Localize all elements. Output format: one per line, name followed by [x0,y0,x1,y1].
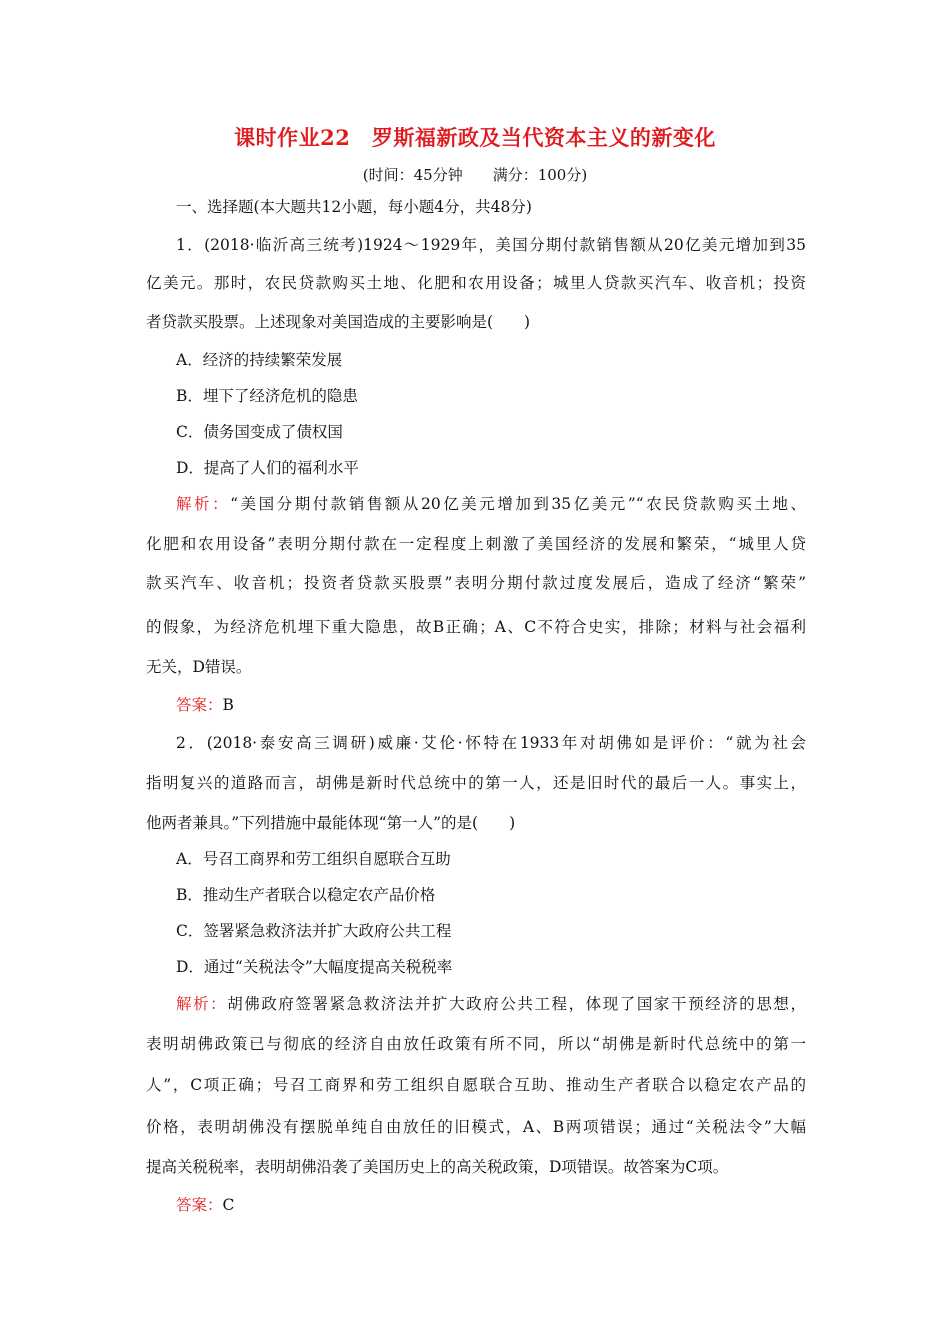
question-1-option-b: B．埋下了经济危机的隐患 [176,387,358,405]
analysis-label: 解析： [176,995,228,1013]
question-2-analysis-line: 表明胡佛政策已与彻底的经济自由放任政策有所不同，所以“胡佛是新时代总统中的第一 [146,1035,806,1053]
analysis-text: “美国分期付款销售额从20亿美元增加到35亿美元”“农民贷款购买土地、 [230,495,806,513]
question-1-analysis-line: 的假象，为经济危机埋下重大隐患，故B正确；A、C不符合史实，排除；材料与社会福利 [146,618,806,636]
question-2-analysis-line [176,994,806,1014]
question-1-stem-line: 亿美元。那时，农民贷款购买土地、化肥和农用设备；城里人贷款买汽车、收音机；投资 [146,274,806,292]
question-1-stem-line: 者贷款买股票。上述现象对美国造成的主要影响是( ) [146,313,531,331]
question-1-analysis-line: 款买汽车、收音机；投资者贷款买股票”表明分期付款过度发展后，造成了经济“繁荣” [146,574,806,592]
question-2-option-a: A．号召工商界和劳工组织自愿联合互助 [176,850,451,868]
question-2-stem-line: 指明复兴的道路而言，胡佛是新时代总统中的第一人，还是旧时代的最后一人。事实上， [146,774,806,792]
question-1-analysis-line [176,494,806,514]
question-2-analysis-line: 价格，表明胡佛没有摆脱单纯自由放任的旧模式，A、B两项错误；通过“关税法令”大幅 [146,1118,806,1136]
question-1-analysis-line: 化肥和农用设备”表明分期付款在一定程度上刺激了美国经济的发展和繁荣，“城里人贷 [146,535,806,553]
answer-value: C [222,1196,235,1214]
answer-value: B [222,696,234,714]
question-1-option-a: A．经济的持续繁荣发展 [176,351,343,369]
time-score-info: (时间：45分钟 满分：100分) [362,166,588,184]
question-2-option-b: B．推动生产者联合以稳定农产品价格 [176,886,436,904]
analysis-label: 解析： [176,495,231,513]
question-2-option-c: C．签署紧急救济法并扩大政府公共工程 [176,922,452,940]
section-heading: 一、选择题(本大题共12小题，每小题4分，共48分) [176,198,532,216]
question-1-option-d: D．提高了人们的福利水平 [176,459,359,477]
question-1-analysis-line: 无关，D错误。 [146,658,252,676]
question-1-stem-line: 1．(2018·临沂高三统考)1924～1929年，美国分期付款销售额从20亿美元增加到35 [176,236,806,254]
answer-label: 答案： [176,696,223,714]
question-2-option-d: D．通过“关税法令”大幅度提高关税税率 [176,958,453,976]
question-2-stem-line: 2．(2018·泰安高三调研)威廉·艾伦·怀特在1933年对胡佛如是评价：“就为社会 [176,734,806,752]
question-1-option-c: C．债务国变成了债权国 [176,423,343,441]
answer-label: 答案： [176,1196,223,1214]
page-title: 课时作业22 罗斯福新政及当代资本主义的新变化 [234,125,716,150]
question-1-answer [176,695,806,715]
analysis-text: 胡佛政府签署紧急救济法并扩大政府公共工程，体现了国家干预经济的思想， [227,995,806,1013]
question-2-analysis-line: 提高关税税率，表明胡佛沿袭了美国历史上的高关税政策，D项错误。故答案为C项。 [146,1158,729,1176]
question-2-analysis-line: 人”，C项正确；号召工商界和劳工组织自愿联合互助、推动生产者联合以稳定农产品的 [146,1076,806,1094]
question-2-stem-line: 他两者兼具。”下列措施中最能体现“第一人”的是( ) [146,814,516,832]
question-2-answer [176,1195,806,1215]
